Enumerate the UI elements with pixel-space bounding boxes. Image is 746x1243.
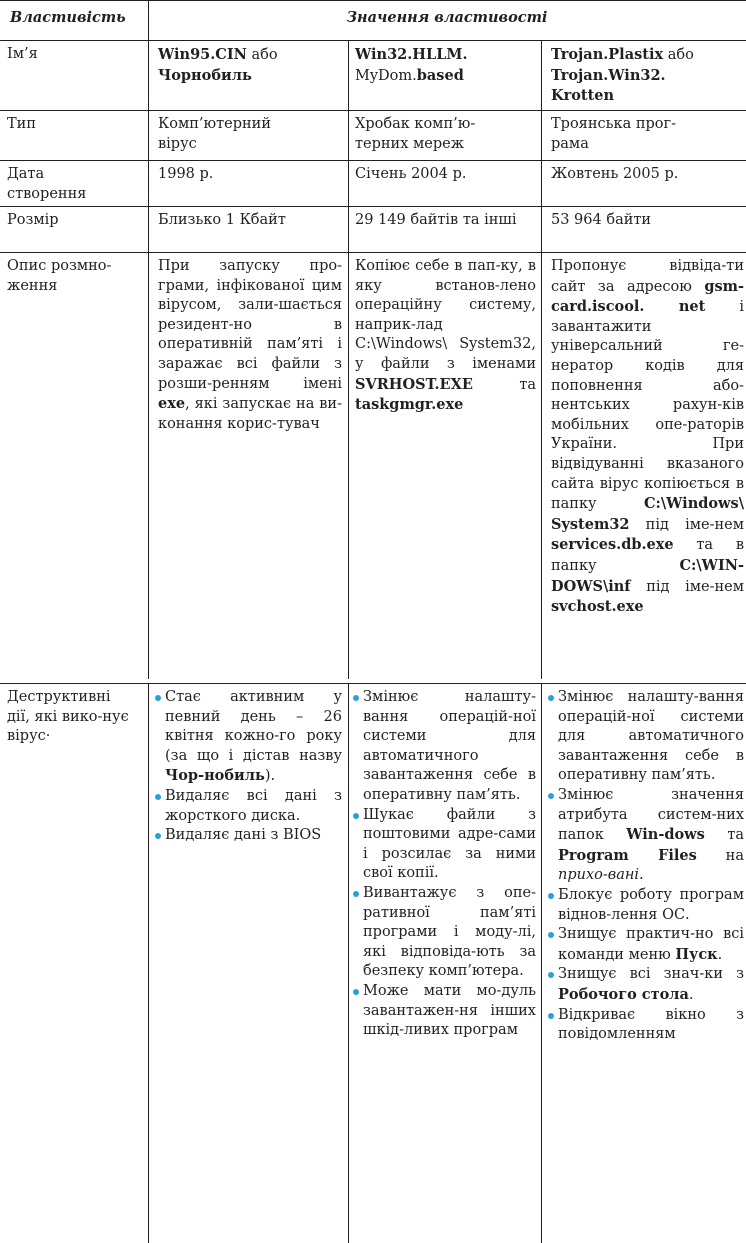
row-propagation-value-2 — [348, 257, 541, 416]
prop-3d: C:\Windows\ System32 — [551, 495, 744, 533]
header-values: Значення властивості — [346, 9, 548, 26]
row-name-value-1 — [148, 45, 348, 86]
virus-name-1b: або — [246, 47, 278, 63]
list-item: Видаляє дані з BIOS — [154, 826, 342, 846]
row-destructive-label: Деструктивні дії, які вико-нує вірус· — [7, 689, 129, 745]
row-date-label: Дата створення — [7, 166, 87, 202]
row-date-value-2: Січень 2004 р. — [355, 166, 467, 182]
prop-3c: і завантажити універсальний ге-нератор кодів для поповнення або-нентських рахун-ків мобільних опе-раторів України. При відвідуванні вказаного сайта вірус копіюється в папку — [551, 299, 744, 513]
destructive-list-2 — [352, 688, 536, 1041]
row-propagation-label: Опис розмно-ження — [7, 258, 112, 294]
virus-name-3c: Trojan.Win32. — [551, 66, 666, 84]
rule-top — [0, 0, 746, 1]
list-item: Знищує практич-но всі команди меню Пуск. — [547, 925, 744, 965]
row-destructive-value-2 — [348, 688, 541, 1041]
prop-3g: та в папку — [551, 537, 744, 574]
row-propagation-value-1 — [148, 257, 348, 434]
prop-3f: services.db.exe — [551, 536, 674, 554]
prop-1c: , які запускає на ви-конання корис-тувач — [158, 396, 342, 432]
row-type-value-2: Хробак комп’ю-терних мереж — [355, 116, 476, 152]
row-type-value-1: Комп’ютерний вірус — [158, 116, 272, 152]
prop-1a: При запуску про-грами, інфікованої цим вірусом, зали-шається резидент-но в оперативній пам’яті і заражає всі файли з розши-ренням імені — [158, 258, 342, 392]
prop-2c: та — [472, 376, 536, 393]
prop-3j: svchost.exe — [551, 598, 644, 616]
row-destructive-value-1 — [148, 688, 348, 846]
rule-type-bottom — [0, 160, 746, 161]
prop-2a: Копіює себе в пап-ку, в яку встанов-лено операційну систему, наприк-лад C:\Windows\ System32, у файли з іменами — [355, 258, 536, 372]
rule-size-bottom — [0, 252, 746, 253]
row-type-label: Тип — [7, 116, 36, 132]
row-name-label: Ім’я — [7, 46, 38, 62]
prop-1b: exe — [158, 395, 186, 413]
list-item: Може мати мо-дуль завантажен-ня інших шкід-ливих програм — [352, 982, 536, 1041]
row-name-value-2 — [348, 45, 541, 86]
row-size-value-1: Близько 1 Кбайт — [158, 212, 286, 228]
virus-name-2b: MyDom. — [355, 67, 417, 84]
rule-page-break — [0, 683, 746, 684]
prop-2d: taskgmgr.exe — [355, 396, 464, 414]
row-name-value-3 — [541, 45, 746, 107]
destructive-list-3 — [547, 688, 744, 1045]
prop-3i: під іме-нем — [630, 578, 744, 595]
prop-2b: SVRHOST.EXE — [355, 375, 473, 393]
rule-header-bottom — [0, 40, 746, 41]
list-item: Знищує всі знач-ки з Робочого стола. — [547, 965, 744, 1005]
row-type-value-3: Троянська прог-рама — [551, 116, 676, 152]
list-item: Блокує роботу програм віднов-лення ОС. — [547, 886, 744, 925]
virus-name-3a: Trojan.Plastix — [551, 46, 664, 63]
list-item: Змінює налашту-вання операцій-ної системи для автоматичного завантаження себе в оперативну пам’ять. — [547, 688, 744, 786]
list-item: Відкриває вікно з повідомленням — [547, 1006, 744, 1045]
virus-name-3d: Krotten — [551, 87, 615, 105]
prop-3e: під іме-нем — [629, 516, 744, 533]
row-size-value-3: 53 964 байти — [551, 212, 652, 228]
row-size-value-2: 29 149 байтів та інші — [355, 212, 517, 228]
prop-3b: gsm-card.iscool. net — [551, 277, 744, 316]
rule-date-bottom — [0, 206, 746, 207]
list-item: Змінює значення атрибута систем-них папок Win-dows та Program Files на прихо-вані. — [547, 786, 744, 886]
prop-3a: Пропонує відвіда-ти сайт за адресою — [551, 258, 744, 295]
row-date-value-3: Жовтень 2005 р. — [551, 166, 679, 182]
destructive-list-1 — [154, 688, 342, 846]
virus-name-2c: based — [416, 66, 464, 84]
list-item: Змінює налашту-вання операцій-ної системи для автоматичного завантаження себе в оперативну пам’ять. — [352, 688, 536, 806]
virus-name-1c: Чорнобиль — [158, 66, 252, 84]
row-propagation-value-3 — [541, 257, 746, 618]
virus-name-3b: або — [663, 47, 694, 63]
header-property: Властивість — [10, 9, 126, 26]
rule-name-bottom — [0, 110, 746, 111]
list-item: Видаляє всі дані з жорсткого диска. — [154, 787, 342, 826]
row-size-label: Розмір — [7, 212, 59, 228]
prop-3h: C:\WIN-DOWS\inf — [551, 556, 744, 595]
virus-name-2a: Win32.HLLM. — [355, 46, 468, 63]
list-item: Стає активним у певний день – 26 квітня кожно-го року (за що і дістав назву Чор-нобиль). — [154, 688, 342, 787]
virus-name-1a: Win95.CIN — [158, 46, 247, 63]
list-item: Вивантажує з опе-ративної пам’яті програми і моду-лі, які відповіда-ють за безпеку комп’ютера. — [352, 884, 536, 982]
list-item: Шукає файли з поштовими адре-сами і розсилає за ними свої копії. — [352, 806, 536, 884]
row-destructive-value-3 — [541, 688, 746, 1045]
row-date-value-1: 1998 р. — [158, 166, 214, 182]
